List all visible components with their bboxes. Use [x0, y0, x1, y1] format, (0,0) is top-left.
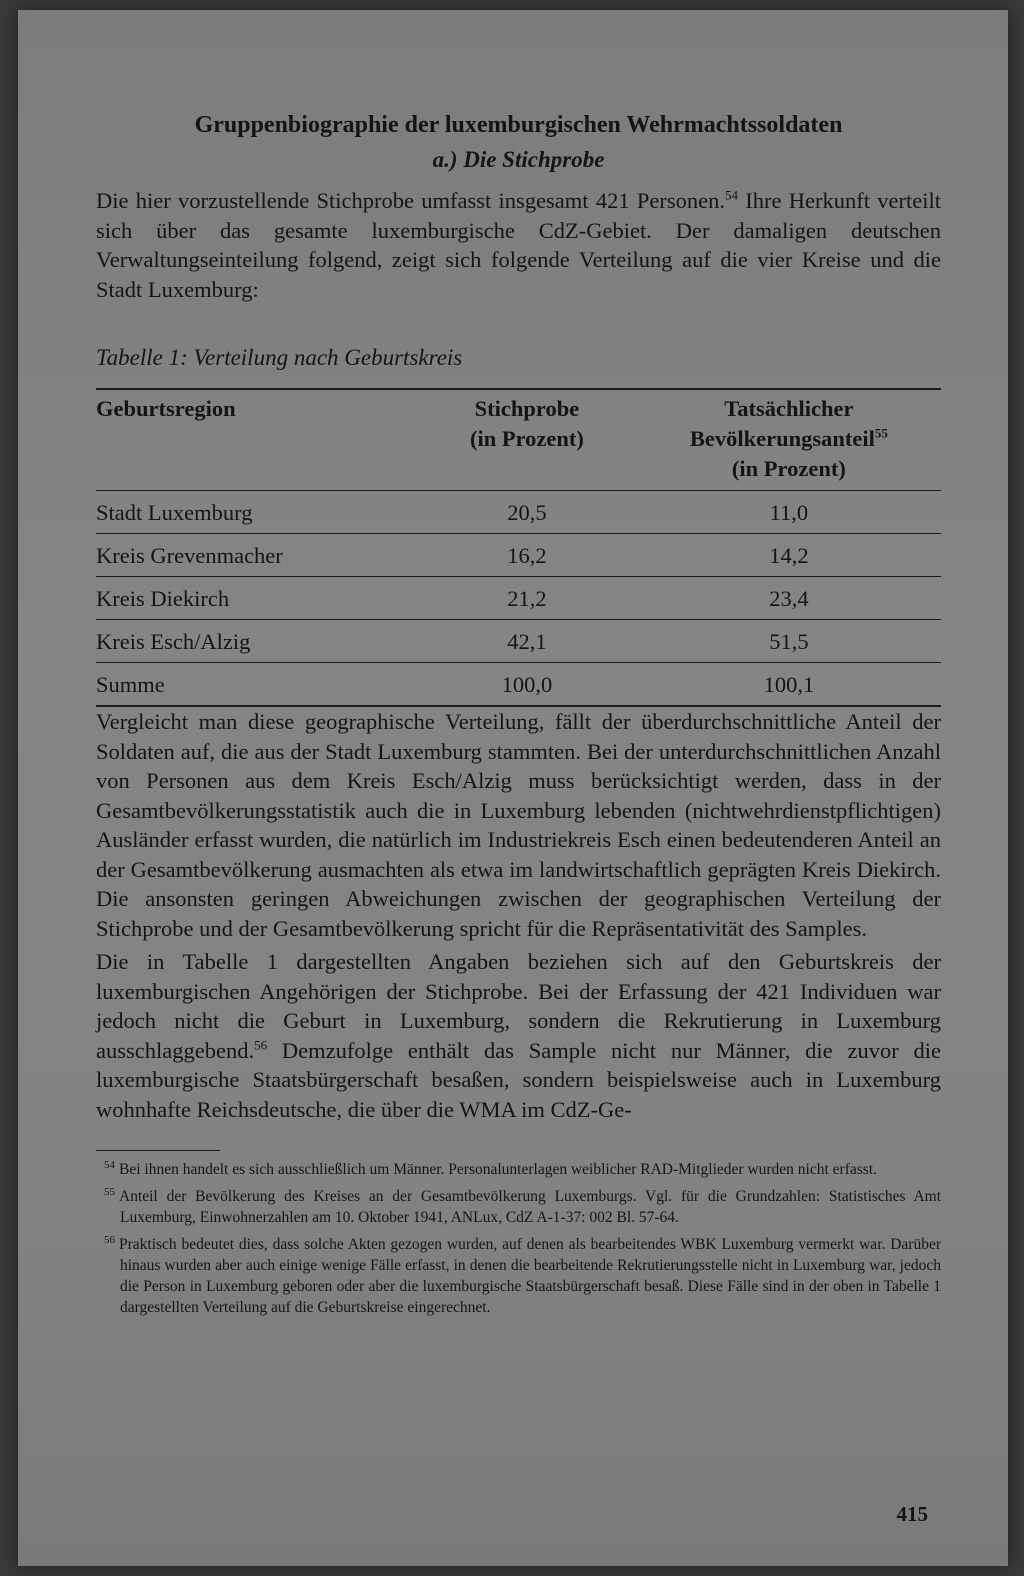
cell-actual: 14,2: [769, 543, 809, 568]
table-header-row: [96, 389, 941, 491]
page-content: [96, 110, 941, 1324]
paragraph-3-text-a: Die in Tabelle 1 dargestellten Angaben beziehen sich auf den Geburtskreis der luxemburgischen Angehörigen der Stichprobe. Bei der Erfassung der 421 Individuen war jedoch nicht die Geburt in Luxemburg, sondern die Rekrutierung in Luxemburg ausschlaggebend.: [96, 949, 941, 1063]
intro-paragraph: [96, 186, 941, 304]
cell-sample: 21,2: [507, 586, 547, 611]
footnote-ref-55[interactable]: 55: [874, 425, 888, 441]
footnote-56: [96, 1234, 941, 1318]
footnote-ref-56[interactable]: 56: [254, 1037, 268, 1052]
footnote-54: [96, 1159, 941, 1180]
footnote-number: 54: [104, 1158, 115, 1171]
footnote-text: Praktisch bedeutet dies, dass solche Akten gezogen wurden, auf denen als bearbeitendes WBK Luxemburg vermerkt war. Darüber hinaus wurden aber auch einige wenige Fälle erfasst, in denen die bearbeitende Rekrutierungsstelle nicht in Luxemburg war, jedoch die Person in Luxemburg geboren oder aber die luxemburgische Staatsbürgerschaft besaß. Diese Fälle sind in der oben in Tabelle 1 dargestellten Verteilung auf die Geburtskreise eingerechnet.: [119, 1236, 941, 1316]
distribution-table: [96, 388, 941, 707]
cell-actual: 51,5: [769, 629, 809, 654]
page-number: 415: [896, 1502, 928, 1526]
cell-actual: 100,1: [763, 672, 815, 697]
section-title: a.) Die Stichprobe: [432, 147, 605, 172]
table-caption: Tabelle 1: Verteilung nach Geburtskreis: [96, 345, 463, 370]
table-row: [96, 534, 941, 577]
table-row: [96, 577, 941, 620]
cell-region: Kreis Diekirch: [96, 586, 230, 611]
paragraph-3: [96, 947, 941, 1124]
header-actual-line3: (in Prozent): [731, 456, 846, 481]
paragraph-3-text-b: Demzufolge enthält das Sample nicht nur Männer, die zuvor die luxemburgische Staatsbürgerschaft besaßen, sondern beispielsweise auch in Luxemburg wohnhafte Reichsdeutsche, die über die WMA im CdZ-Ge-: [96, 1037, 941, 1122]
footnote-55: [96, 1186, 941, 1228]
paragraph-2: Vergleicht man diese geographische Verteilung, fällt der überdurchschnittliche Anteil der Soldaten auf, die aus der Stadt Luxemburg stammten. Bei der unterdurchschnittlichen Anzahl von Personen aus dem Kreis Esch/Alzig muss berücksichtigt werden, dass in der Gesamtbevölkerungsstatistik auch die in Luxemburg lebenden (nichtwehrdienstpflichtigen) Ausländer erfasst wurden, die natürlich im Industriekreis Esch einen bedeutenderen Anteil an der Gesamtbevölkerung ausmachten als etwa im landwirtschaftlich geprägten Kreis Diekirch. Die ansonsten geringen Abweichungen zwischen der geographischen Verteilung der Stichprobe und der Gesamtbevölkerung spricht für die Repräsentativität des Samples.: [96, 709, 941, 941]
header-sample-line2: (in Prozent): [469, 426, 584, 451]
intro-text-b: Ihre Herkunft verteilt sich über das gesamte luxemburgische CdZ-Gebiet. Der damaligen deutschen Verwaltungseinteilung folgend, zeigt sich folgende Verteilung auf die vier Kreise und die Stadt Luxemburg:: [96, 188, 941, 302]
cell-sample: 16,2: [507, 543, 547, 568]
cell-sample: 20,5: [507, 500, 547, 525]
cell-region: Kreis Esch/Alzig: [96, 629, 251, 654]
cell-actual: 11,0: [769, 500, 809, 525]
footnote-divider: [96, 1150, 220, 1151]
cell-region: Kreis Grevenmacher: [96, 543, 283, 568]
header-actual: [637, 389, 941, 491]
footnote-number: 55: [104, 1185, 115, 1198]
table-row: [96, 491, 941, 534]
header-actual-line1: Tatsächlicher: [724, 396, 854, 421]
header-sample: [417, 389, 637, 491]
intro-text-a: Die hier vorzustellende Stichprobe umfasst insgesamt 421 Personen.: [96, 188, 725, 213]
header-sample-line1: Stichprobe: [474, 396, 580, 421]
book-page: [18, 10, 1008, 1566]
footnote-ref-54[interactable]: 54: [724, 187, 738, 203]
cell-sample: 100,0: [501, 672, 553, 697]
footnote-number: 56: [104, 1233, 115, 1246]
table-row-total: [96, 663, 941, 707]
header-region: Geburtsregion: [96, 396, 236, 421]
header-actual-line2: Bevölkerungsanteil: [689, 426, 875, 451]
cell-sample: 42,1: [507, 629, 547, 654]
footnote-text: Anteil der Bevölkerung des Kreises an der Gesamtbevölkerung Luxemburgs. Vgl. für die Grundzahlen: Statistisches Amt Luxemburg, Einwohnerzahlen am 10. Oktober 1941, ANLux, CdZ A-1-37: 002 Bl. 57-64.: [119, 1188, 941, 1226]
cell-region: Summe: [96, 672, 165, 697]
footnote-text: Bei ihnen handelt es sich ausschließlich um Männer. Personalunterlagen weiblicher RAD-Mitglieder wurden nicht erfasst.: [119, 1161, 878, 1178]
running-head: Gruppenbiographie der luxemburgischen Wehrmachtssoldaten: [194, 112, 843, 138]
cell-actual: 23,4: [769, 586, 809, 611]
table-row: [96, 620, 941, 663]
cell-region: Stadt Luxemburg: [96, 500, 253, 525]
